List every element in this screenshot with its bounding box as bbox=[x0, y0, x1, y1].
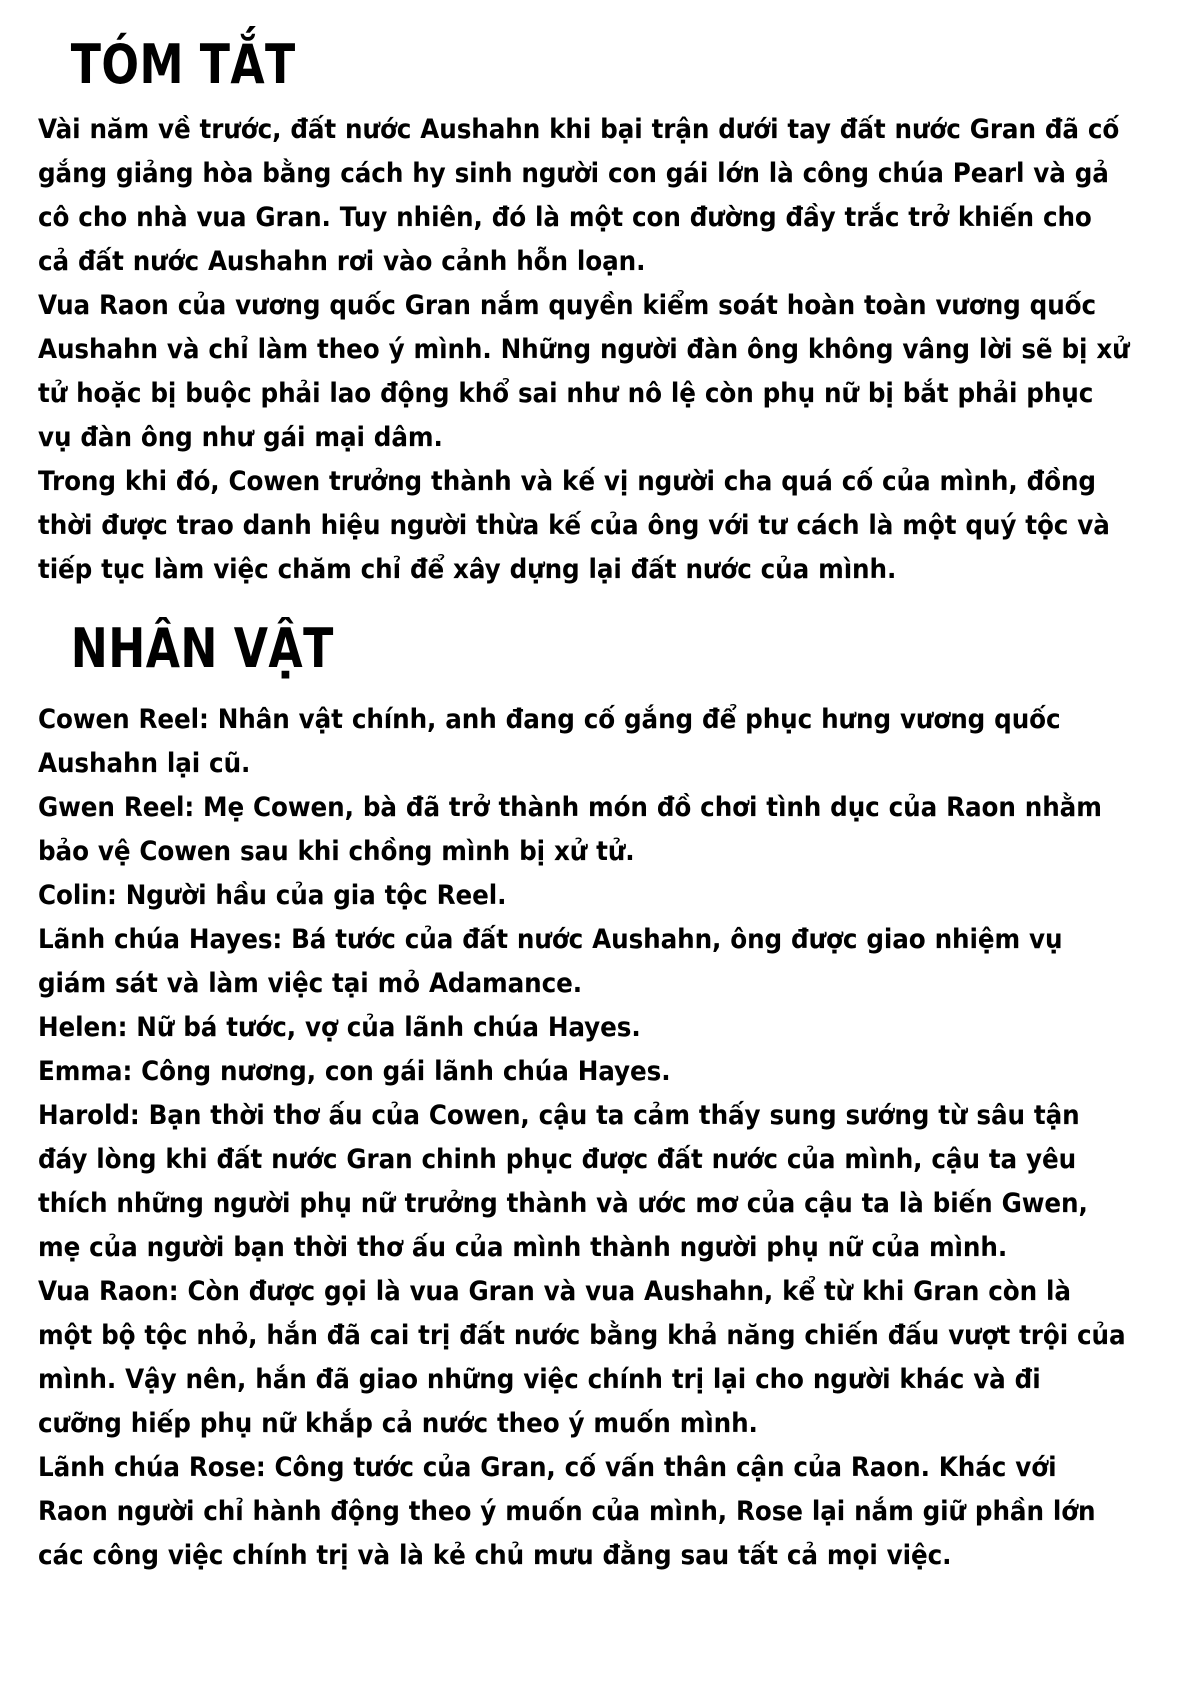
summary-heading: TÓM TẮT bbox=[70, 33, 296, 96]
list-item bbox=[38, 1446, 1131, 1578]
character-name: Lãnh chúa Hayes: bbox=[38, 924, 283, 955]
list-item bbox=[38, 874, 1131, 918]
characters-body bbox=[38, 698, 1131, 1578]
character-description: Người hầu của gia tộc Reel. bbox=[116, 880, 507, 911]
list-item bbox=[38, 1270, 1131, 1446]
list-item bbox=[38, 1094, 1131, 1270]
character-name: Lãnh chúa Rose: bbox=[38, 1452, 266, 1483]
character-description: Nhân vật chính, anh đang cố gắng để phục hưng vương quốc Aushahn lại cũ. bbox=[38, 704, 1061, 779]
list-item bbox=[38, 698, 1131, 786]
summary-paragraph: Trong khi đó, Cowen trưởng thành và kế vị người cha quá cố của mình, đồng thời được trao danh hiệu người thừa kế của ông với tư cách là một quý tộc và tiếp tục làm việc chăm chỉ để xây dựng lại đất nước của mình. bbox=[38, 466, 1110, 585]
character-name: Cowen Reel: bbox=[38, 704, 209, 735]
character-description: Mẹ Cowen, bà đã trở thành món đồ chơi tình dục của Raon nhằm bảo vệ Cowen sau khi chồng mình bị xử tử. bbox=[38, 792, 1102, 867]
character-description: Bá tước của đất nước Aushahn, ông được giao nhiệm vụ giám sát và làm việc tại mỏ Adamance. bbox=[38, 924, 1063, 999]
list-item bbox=[38, 1006, 1131, 1050]
characters-heading: NHÂN VẬT bbox=[70, 617, 334, 680]
character-name: Vua Raon: bbox=[38, 1276, 179, 1307]
character-name: Emma: bbox=[38, 1056, 133, 1087]
character-list bbox=[38, 698, 1131, 1578]
list-item bbox=[38, 786, 1131, 874]
character-description: Công nương, con gái lãnh chúa Hayes. bbox=[132, 1056, 671, 1087]
summary-body bbox=[38, 108, 1131, 592]
character-description: Công tước của Gran, cố vấn thân cận của Raon. Khác với Raon người chỉ hành động theo ý muốn của mình, Rose lại nắm giữ phần lớn các công việc chính trị và là kẻ chủ mưu đằng sau tất cả mọi việc. bbox=[38, 1452, 1096, 1571]
character-description: Còn được gọi là vua Gran và vua Aushahn, kể từ khi Gran còn là một bộ tộc nhỏ, hắn đã cai trị đất nước bằng khả năng chiến đấu vượt trội của mình. Vậy nên, hắn đã giao những việc chính trị lại cho người khác và đi cưỡng hiếp phụ nữ khắp cả nước theo ý muốn mình. bbox=[38, 1276, 1126, 1439]
character-description: Bạn thời thơ ấu của Cowen, cậu ta cảm thấy sung sướng từ sâu tận đáy lòng khi đất nước Gran chinh phục được đất nước của mình, cậu ta yêu thích những người phụ nữ trưởng thành và ước mơ của cậu ta là biến Gwen, mẹ của người bạn thời thơ ấu của mình thành người phụ nữ của mình. bbox=[38, 1100, 1088, 1263]
list-item bbox=[38, 1050, 1131, 1094]
character-name: Colin: bbox=[38, 880, 117, 911]
character-name: Helen: bbox=[38, 1012, 128, 1043]
character-name: Harold: bbox=[38, 1100, 140, 1131]
summary-paragraph: Vua Raon của vương quốc Gran nắm quyền kiểm soát hoàn toàn vương quốc Aushahn và chỉ làm theo ý mình. Những người đàn ông không vâng lời sẽ bị xử tử hoặc bị buộc phải lao động khổ sai như nô lệ còn phụ nữ bị bắt phải phục vụ đàn ông như gái mại dâm. bbox=[38, 290, 1130, 453]
summary-paragraph: Vài năm về trước, đất nước Aushahn khi bại trận dưới tay đất nước Gran đã cố gắng giảng hòa bằng cách hy sinh người con gái lớn là công chúa Pearl và gả cô cho nhà vua Gran. Tuy nhiên, đó là một con đường đầy trắc trở khiến cho cả đất nước Aushahn rơi vào cảnh hỗn loạn. bbox=[38, 114, 1120, 277]
character-description: Nữ bá tước, vợ của lãnh chúa Hayes. bbox=[127, 1012, 641, 1043]
list-item bbox=[38, 918, 1131, 1006]
character-name: Gwen Reel: bbox=[38, 792, 195, 823]
